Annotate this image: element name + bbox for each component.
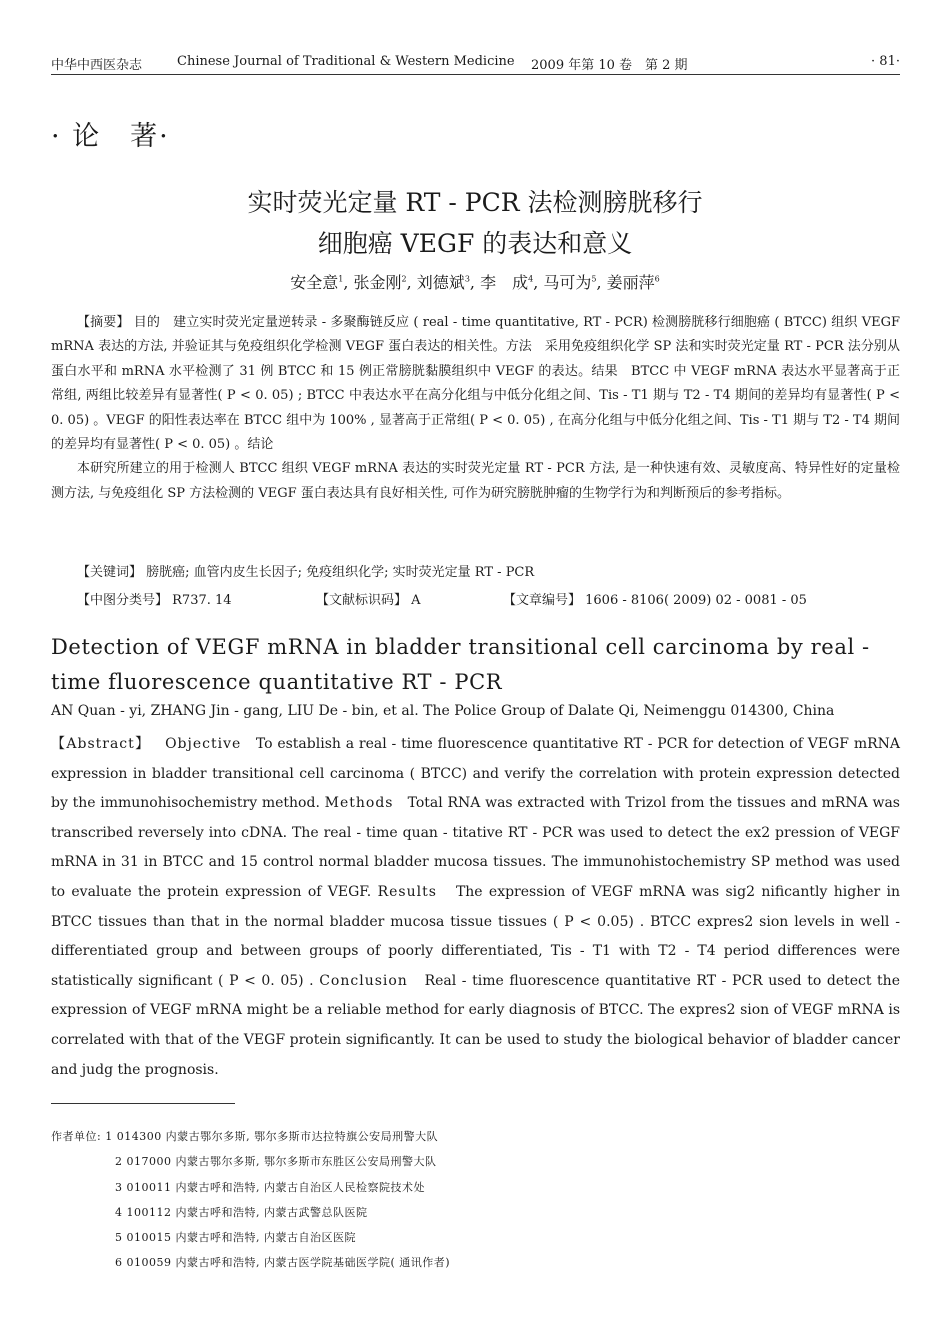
title-line-2: 细胞癌 VEGF 的表达和意义 — [317, 229, 633, 258]
author-list: 安全意$^1$, 张金刚$^2$, 刘德斌$^3$, 李 成$^4$, 马可为$^5$, 姜丽萍$^6$ — [290, 273, 660, 292]
authors-en: AN Quan - yi, ZHANG Jin - gang, LIU De - bin, et al. The Police Group of Dalate Qi, Neimenggu 014300, China — [51, 703, 835, 719]
abstract-en — [51, 730, 900, 1085]
abstract-cn — [51, 311, 900, 506]
results-text: The expression of VEGF mRNA was sig2 nificantly higher in BTCC tissues than that in the normal bladder mucosa tissue tissues ( P < 0.05) . BTCC expres2 sion levels in well - differentiated group and between groups of poorly differentiated, Tis - T1 with T2 - T4 period differences were statistically significant ( P < 0. 05) . — [51, 883, 901, 989]
document-code: 【文献标识码】 A — [316, 593, 421, 608]
affiliation-footnote: 作者单位: 1 014300 内蒙古鄂尔多斯, 鄂尔多斯市达拉特旗公安局刑警大队 — [51, 1130, 439, 1143]
running-header — [51, 54, 900, 75]
conclusion-text: Real - time fluorescence quantitative RT - PCR used to detect the expression of VEGF mRNA might be a reliable method for early diagnosis of BTCC. The expres2 sion of VEGF mRNA is correlated with that of the VEGF protein significantly. It can be used to study the biological behavior of bladder cancer and judg the prognosis. — [51, 972, 900, 1078]
clc-number: 【中图分类号】 R737. 14 — [77, 593, 232, 608]
objective-text: To establish a real - time fluorescence quantitative RT - PCR for detection of VEGF mRNA expression in bladder transitional cell carcinoma ( BTCC) and verify the correlation with protein expression detected by the immunohisochemistry method. — [51, 736, 900, 812]
author: 李 成$^4$ — [480, 273, 534, 292]
journal-name-en: Chinese Journal of Traditional & Western Medicine — [177, 54, 515, 69]
title-line-1: 实时荧光定量 RT - PCR 法检测膀胱移行 — [247, 188, 703, 217]
author: 姜丽萍$^6$ — [606, 273, 660, 292]
keywords-cn: 【关键词】 膀胱癌; 血管内皮生长因子; 免疫组织化学; 实时荧光定量 RT - PCR — [77, 565, 535, 580]
conclusion-label: Conclusion — [319, 972, 408, 989]
abstract-en-label: 【Abstract】 — [51, 736, 151, 752]
title-en: Detection of VEGF mRNA in bladder transitional cell carcinoma by real - time fluorescence quantitative RT - PCR — [51, 635, 870, 694]
author: 刘德斌$^3$ — [416, 273, 470, 292]
footnote-divider — [51, 1103, 235, 1104]
methods-text: Total RNA was extracted with Trizol from the tissues and mRNA was transcribed reversely into cDNA. The real - time quan - titative RT - PCR was used to detect the ex2 pression of VEGF mRNA in 31 in BTCC and 15 control normal bladder mucosa tissues. The immunohistochemistry SP method was used to evaluate the protein expression of VEGF. — [51, 795, 900, 900]
author: 张金刚$^2$ — [353, 273, 407, 292]
abstract-cn-part1: 【摘要】 目的 建立实时荧光定量逆转录 - 多聚酶链反应 ( real - time quantitative, RT - PCR) 检测膀胱移行细胞癌 ( BTCC) 组织 VEGF mRNA 表达的方法, 并验证其与免疫组织化学检测 VEGF 蛋白表达的相关性。方法 采用免疫组织化学 SP 法和实时荧光定量 RT - PCR 法分别从蛋白水平和 mRNA 水平检测了 31 例 BTCC 和 15 例正常膀胱黏膜组织中 VEGF 的表达。结果 BTCC 中 VEGF mRNA 表达水平显著高于正常组, 两组比较差异有显著性( P < 0. 05) ; BTCC 中表达水平在高分化组与中低分化组之间、Tis - T1 期与 T2 - T4 期间的差异均有显著性( P < 0. 05) 。VEGF 的阳性表达率在 BTCC 组中为 100% , 显著高于正常组( P < 0. 05) , 在高分化组与中低分化组之间、Tis - T1 期与 T2 - T4 期间的差异均有显著性( P < 0. 05) 。结论 — [51, 315, 900, 453]
affiliation-footnote: 3 010011 内蒙古呼和浩特, 内蒙古自治区人民检察院技术处 — [115, 1181, 425, 1194]
results-label: Results — [377, 883, 437, 900]
objective-label: Objective — [165, 736, 242, 752]
affiliation-footnote: 4 100112 内蒙古呼和浩特, 内蒙古武警总队医院 — [115, 1206, 368, 1219]
page-number: · 81· — [871, 54, 900, 69]
classification-line — [51, 589, 900, 609]
journal-name-cn: 中华中西医杂志 — [51, 58, 143, 73]
affiliation-footnote: 5 010015 内蒙古呼和浩特, 内蒙古自治区医院 — [115, 1231, 356, 1244]
methods-label: Methods — [324, 795, 394, 812]
abstract-cn-part2: 本研究所建立的用于检测人 BTCC 组织 VEGF mRNA 表达的实时荧光定量 RT - PCR 方法, 是一种快速有效、灵敏度高、特异性好的定量检测方法, 与免疫组化 SP 方法检测的 VEGF 蛋白表达具有良好相关性, 可作为研究膀胱肿瘤的生物学行为和判断预后的参考指标。 — [51, 461, 900, 501]
section-label: · 论 著· — [51, 121, 170, 152]
author: 安全意$^1$ — [290, 273, 344, 292]
affiliation-footnote: 2 017000 内蒙古鄂尔多斯, 鄂尔多斯市东胜区公安局刑警大队 — [115, 1155, 437, 1168]
affiliation-footnote: 6 010059 内蒙古呼和浩特, 内蒙古医学院基础医学院( 通讯作者) — [115, 1256, 451, 1269]
author: 马可为$^5$ — [543, 273, 597, 292]
issue-info: 2009 年第 10 卷 第 2 期 — [531, 58, 688, 73]
article-number: 【文章编号】 1606 - 8106( 2009) 02 - 0081 - 05 — [503, 593, 807, 608]
